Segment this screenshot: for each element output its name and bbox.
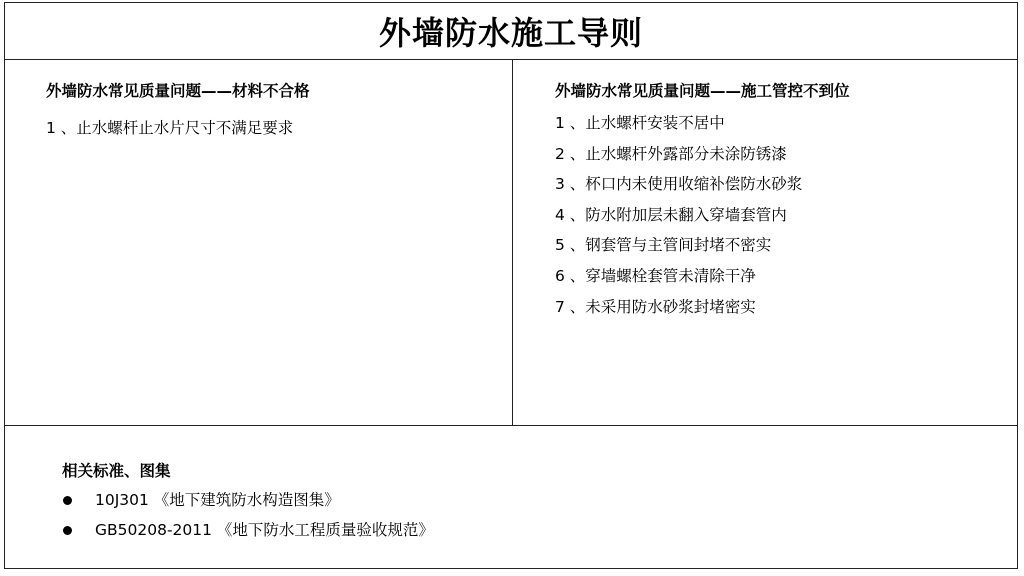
list-item: 6 、穿墙螺栓套管未清除干净 (555, 266, 756, 285)
slide-frame (4, 2, 1018, 569)
list-item: 1 、止水螺杆止水片尺寸不满足要求 (46, 119, 294, 137)
list-item: 1 、止水螺杆安装不居中 (555, 114, 725, 132)
list-item: 4 、防水附加层未翻入穿墙套管内 (555, 205, 787, 224)
construction-issues-panel (513, 60, 1017, 425)
standards-item (63, 485, 434, 515)
standards-list (63, 485, 434, 545)
standards-item-text: 10J301 《地下建筑防水构造图集》 (95, 491, 340, 509)
material-issues-list (46, 113, 293, 144)
bullet-icon (63, 496, 72, 505)
title-bar (5, 3, 1017, 60)
bullet-icon (63, 526, 72, 535)
material-issues-heading: 外墙防水常见质量问题——材料不合格 (46, 82, 310, 100)
material-issues-panel (5, 60, 513, 425)
page-title: 外墙防水施工导则 (378, 14, 643, 52)
list-item: 2 、止水螺杆外露部分未涂防锈漆 (555, 144, 787, 163)
standards-section (5, 426, 1017, 568)
construction-issues-heading: 外墙防水常见质量问题——施工管控不到位 (555, 82, 850, 100)
issues-section (5, 60, 1017, 426)
standards-item (63, 515, 434, 545)
list-item: 5 、钢套管与主管间封堵不密实 (555, 236, 772, 255)
construction-issues-list (555, 108, 802, 322)
standards-item-text: GB50208-2011 《地下防水工程质量验收规范》 (95, 521, 434, 539)
standards-heading: 相关标准、图集 (62, 462, 171, 480)
list-item: 7 、未采用防水砂浆封堵密实 (555, 297, 756, 316)
list-item: 3 、杯口内未使用收缩补偿防水砂浆 (555, 175, 803, 194)
